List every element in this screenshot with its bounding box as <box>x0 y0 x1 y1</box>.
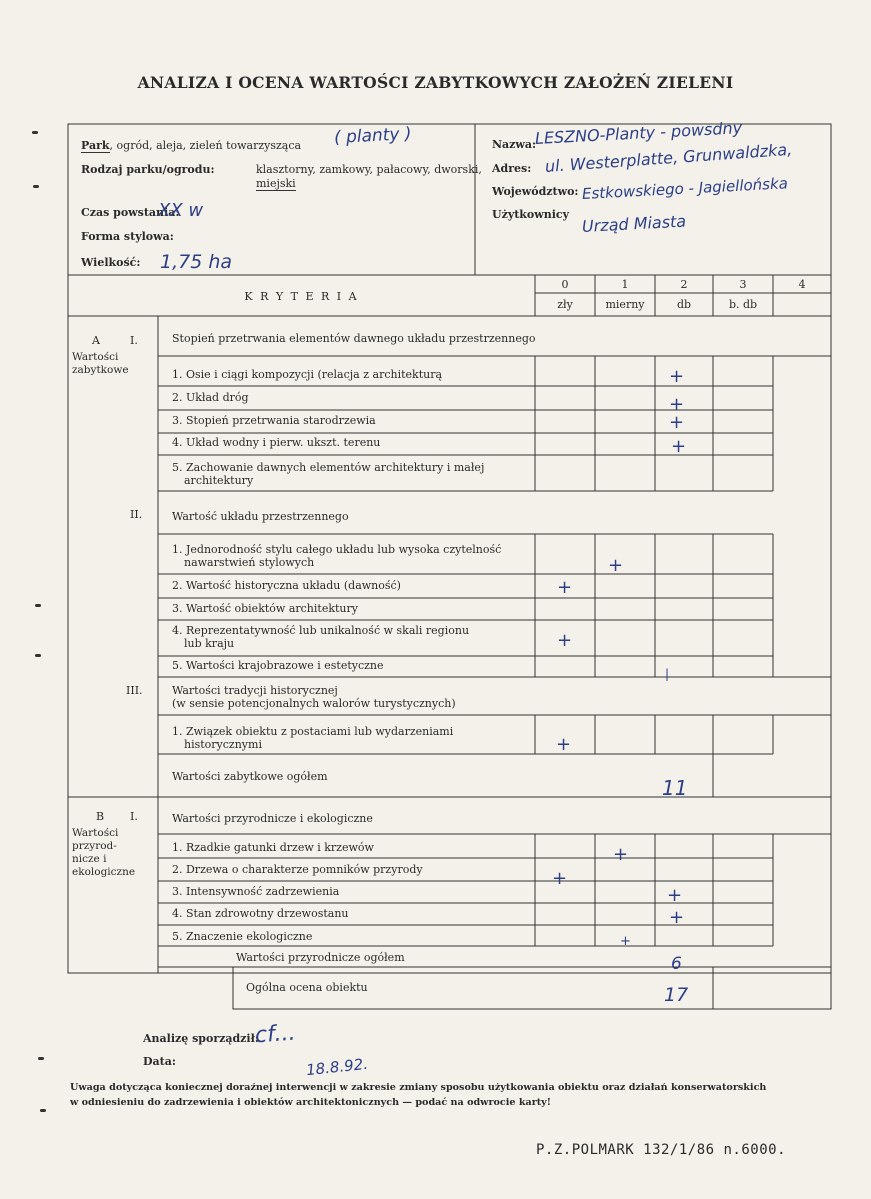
adres-label: Adres: <box>492 162 532 175</box>
section-a-name: Wartości zabytkowe <box>72 351 129 376</box>
hw-wielkosc: 1,75 ha <box>160 251 233 273</box>
mark-a-iii-1: + <box>556 734 572 755</box>
mark-b-5: + <box>620 934 631 949</box>
hw-wojewodztwo: Estkowskiego - Jagiellońska <box>581 174 789 203</box>
mark-a-ii-1: + <box>608 555 624 576</box>
mark-b-2: + <box>552 868 568 889</box>
col-number-2: 2 <box>680 278 688 291</box>
note-line-2: w odniesieniu do zadrzewienia i obiektów architektonicznych — podać na odwrocie karty! <box>70 1097 551 1108</box>
a-iii-item-1: 1. Związek obiektu z postaciami lub wydarzeniami <box>172 725 454 738</box>
a-ii-item-1: 1. Jednorodność stylu całego układu lub wysoka czytelność <box>172 543 502 556</box>
hw-sum-ogolna: 17 <box>664 984 689 1006</box>
b-i-heading: Wartości przyrodnicze i ekologiczne <box>172 812 373 825</box>
hw-adres: ul. Westerplatte, Grunwaldzka, <box>544 139 793 176</box>
b-i-item-2: 2. Drzewa o charakterze pomników przyrody <box>172 863 423 876</box>
a-i-item-2: 2. Układ dróg <box>172 391 249 404</box>
hw-uzytkownicy: Urząd Miasta <box>581 211 687 236</box>
wojewodztwo-label: Województwo: <box>492 185 579 198</box>
b-i-item-1: 1. Rzadkie gatunki drzew i krzewów <box>172 841 374 854</box>
analiza-label: Analizę sporządził: <box>143 1032 259 1045</box>
a-ii-item-4-cont: lub kraju <box>184 637 235 650</box>
kryteria-header: K R Y T E R I A <box>244 290 359 303</box>
overall-label: Ogólna ocena obiektu <box>246 981 368 994</box>
a-ii-item-2: 2. Wartość historyczna układu (dawność) <box>172 579 401 592</box>
col-number-3: 3 <box>739 278 747 291</box>
a-total-label: Wartości zabytkowe ogółem <box>172 770 328 783</box>
a-ii-item-1-cont: nawarstwień stylowych <box>184 556 315 569</box>
mark-a-ii-4: + <box>557 630 573 651</box>
b-total-label: Wartości przyrodnicze ogółem <box>236 951 405 964</box>
col-number-4: 4 <box>798 278 806 291</box>
form-title: ANALIZA I OCENA WARTOŚCI ZABYTKOWYCH ZAŁOŻEŃ ZIELENI <box>137 73 734 92</box>
binding-mark <box>33 185 39 188</box>
col-label-1: mierny <box>605 298 645 311</box>
b-i-item-5: 5. Znaczenie ekologiczne <box>172 930 313 943</box>
section-a-roman-ii: II. <box>130 508 143 521</box>
section-b-name: Wartości przyrod-nicze i ekologiczne <box>72 827 136 878</box>
hw-date: 18.8.92. <box>305 1054 369 1080</box>
print-code: P.Z.POLMARK 132/1/86 n.6000. <box>536 1142 787 1158</box>
section-a-letter: A <box>92 334 100 347</box>
park-label-line <box>81 139 301 152</box>
a-iii-heading-2: (w sensie potencjonalnych walorów turystycznych) <box>172 697 456 710</box>
a-i-item-1: 1. Osie i ciągi kompozycji (relacja z architekturą <box>172 368 443 381</box>
a-i-item-5-cont: architektury <box>184 474 254 487</box>
binding-mark <box>38 1057 44 1060</box>
czas-label: Czas powstania: <box>81 206 180 219</box>
hw-sum-przyrodnicze: 6 <box>671 954 682 974</box>
col-number-0: 0 <box>561 278 569 291</box>
wielkosc-label: Wielkość: <box>81 256 141 269</box>
binding-mark <box>35 604 41 607</box>
mark-a-ii-5: | <box>665 667 670 681</box>
data-label: Data: <box>143 1055 176 1068</box>
a-ii-heading: Wartość układu przestrzennego <box>172 510 349 523</box>
a-i-heading: Stopień przetrwania elementów dawnego układu przestrzennego <box>172 332 536 345</box>
section-a-roman-i: I. <box>130 334 138 347</box>
hw-signature: cf... <box>254 1020 297 1049</box>
note-line-1: Uwaga dotycząca koniecznej doraźnej interwencji w zakresie zmiany sposobu użytkowania obiektu oraz działań konserwatorskich <box>70 1082 767 1093</box>
rodzaj-label: Rodzaj parku/ogrodu: <box>81 163 215 176</box>
forma-label: Forma stylowa: <box>81 230 174 243</box>
a-ii-item-3: 3. Wartość obiektów architektury <box>172 602 358 615</box>
hw-nazwa: LESZNO-Planty - powsdny <box>534 118 743 148</box>
nazwa-label: Nazwa: <box>492 138 537 151</box>
mark-a-i-3: + <box>669 412 685 433</box>
section-b-letter: B <box>96 810 105 823</box>
mark-b-1: + <box>613 844 629 865</box>
a-iii-item-1-cont: historycznymi <box>184 738 262 751</box>
hw-sum-zabytkowe: 11 <box>662 776 688 800</box>
mark-a-i-2: + <box>669 394 685 415</box>
col-label-0: zły <box>557 298 573 311</box>
binding-mark <box>32 131 38 134</box>
mark-b-4: + <box>669 907 685 928</box>
binding-mark <box>40 1109 46 1112</box>
section-a-roman-iii: III. <box>126 684 143 697</box>
a-i-item-4: 4. Układ wodny i pierw. ukszt. terenu <box>172 436 381 449</box>
a-iii-heading-1: Wartości tradycji historycznej <box>172 684 338 697</box>
mark-a-ii-2: + <box>557 577 573 598</box>
mark-a-i-4: + <box>671 436 687 457</box>
a-ii-item-5: 5. Wartości krajobrazowe i estetyczne <box>172 659 384 672</box>
section-b-roman-i: I. <box>130 810 138 823</box>
hw-type-note: ( planty ) <box>333 123 412 149</box>
park-label: Park <box>81 139 110 152</box>
mark-a-i-1: + <box>669 366 685 387</box>
hw-czas: XX w <box>158 200 204 221</box>
uzytkownicy-label: Użytkownicy <box>492 208 570 221</box>
b-i-item-4: 4. Stan zdrowotny drzewostanu <box>172 907 349 920</box>
park-type-options: , ogród, aleja, zieleń towarzysząca <box>109 139 302 152</box>
a-ii-item-4: 4. Reprezentatywność lub unikalność w skali regionu <box>172 624 470 637</box>
col-number-1: 1 <box>621 278 629 291</box>
a-i-item-3: 3. Stopień przetrwania starodrzewia <box>172 414 376 427</box>
a-i-item-5: 5. Zachowanie dawnych elementów architektury i małej <box>172 461 485 474</box>
col-label-3: b. db <box>728 298 758 311</box>
rodzaj-options-2: miejski <box>256 177 296 190</box>
rodzaj-options-1: klasztorny, zamkowy, pałacowy, dworski, <box>256 163 482 176</box>
col-label-2: db <box>676 298 692 311</box>
mark-b-3: + <box>667 885 683 906</box>
b-i-item-3: 3. Intensywność zadrzewienia <box>172 885 340 898</box>
binding-mark <box>35 654 41 657</box>
